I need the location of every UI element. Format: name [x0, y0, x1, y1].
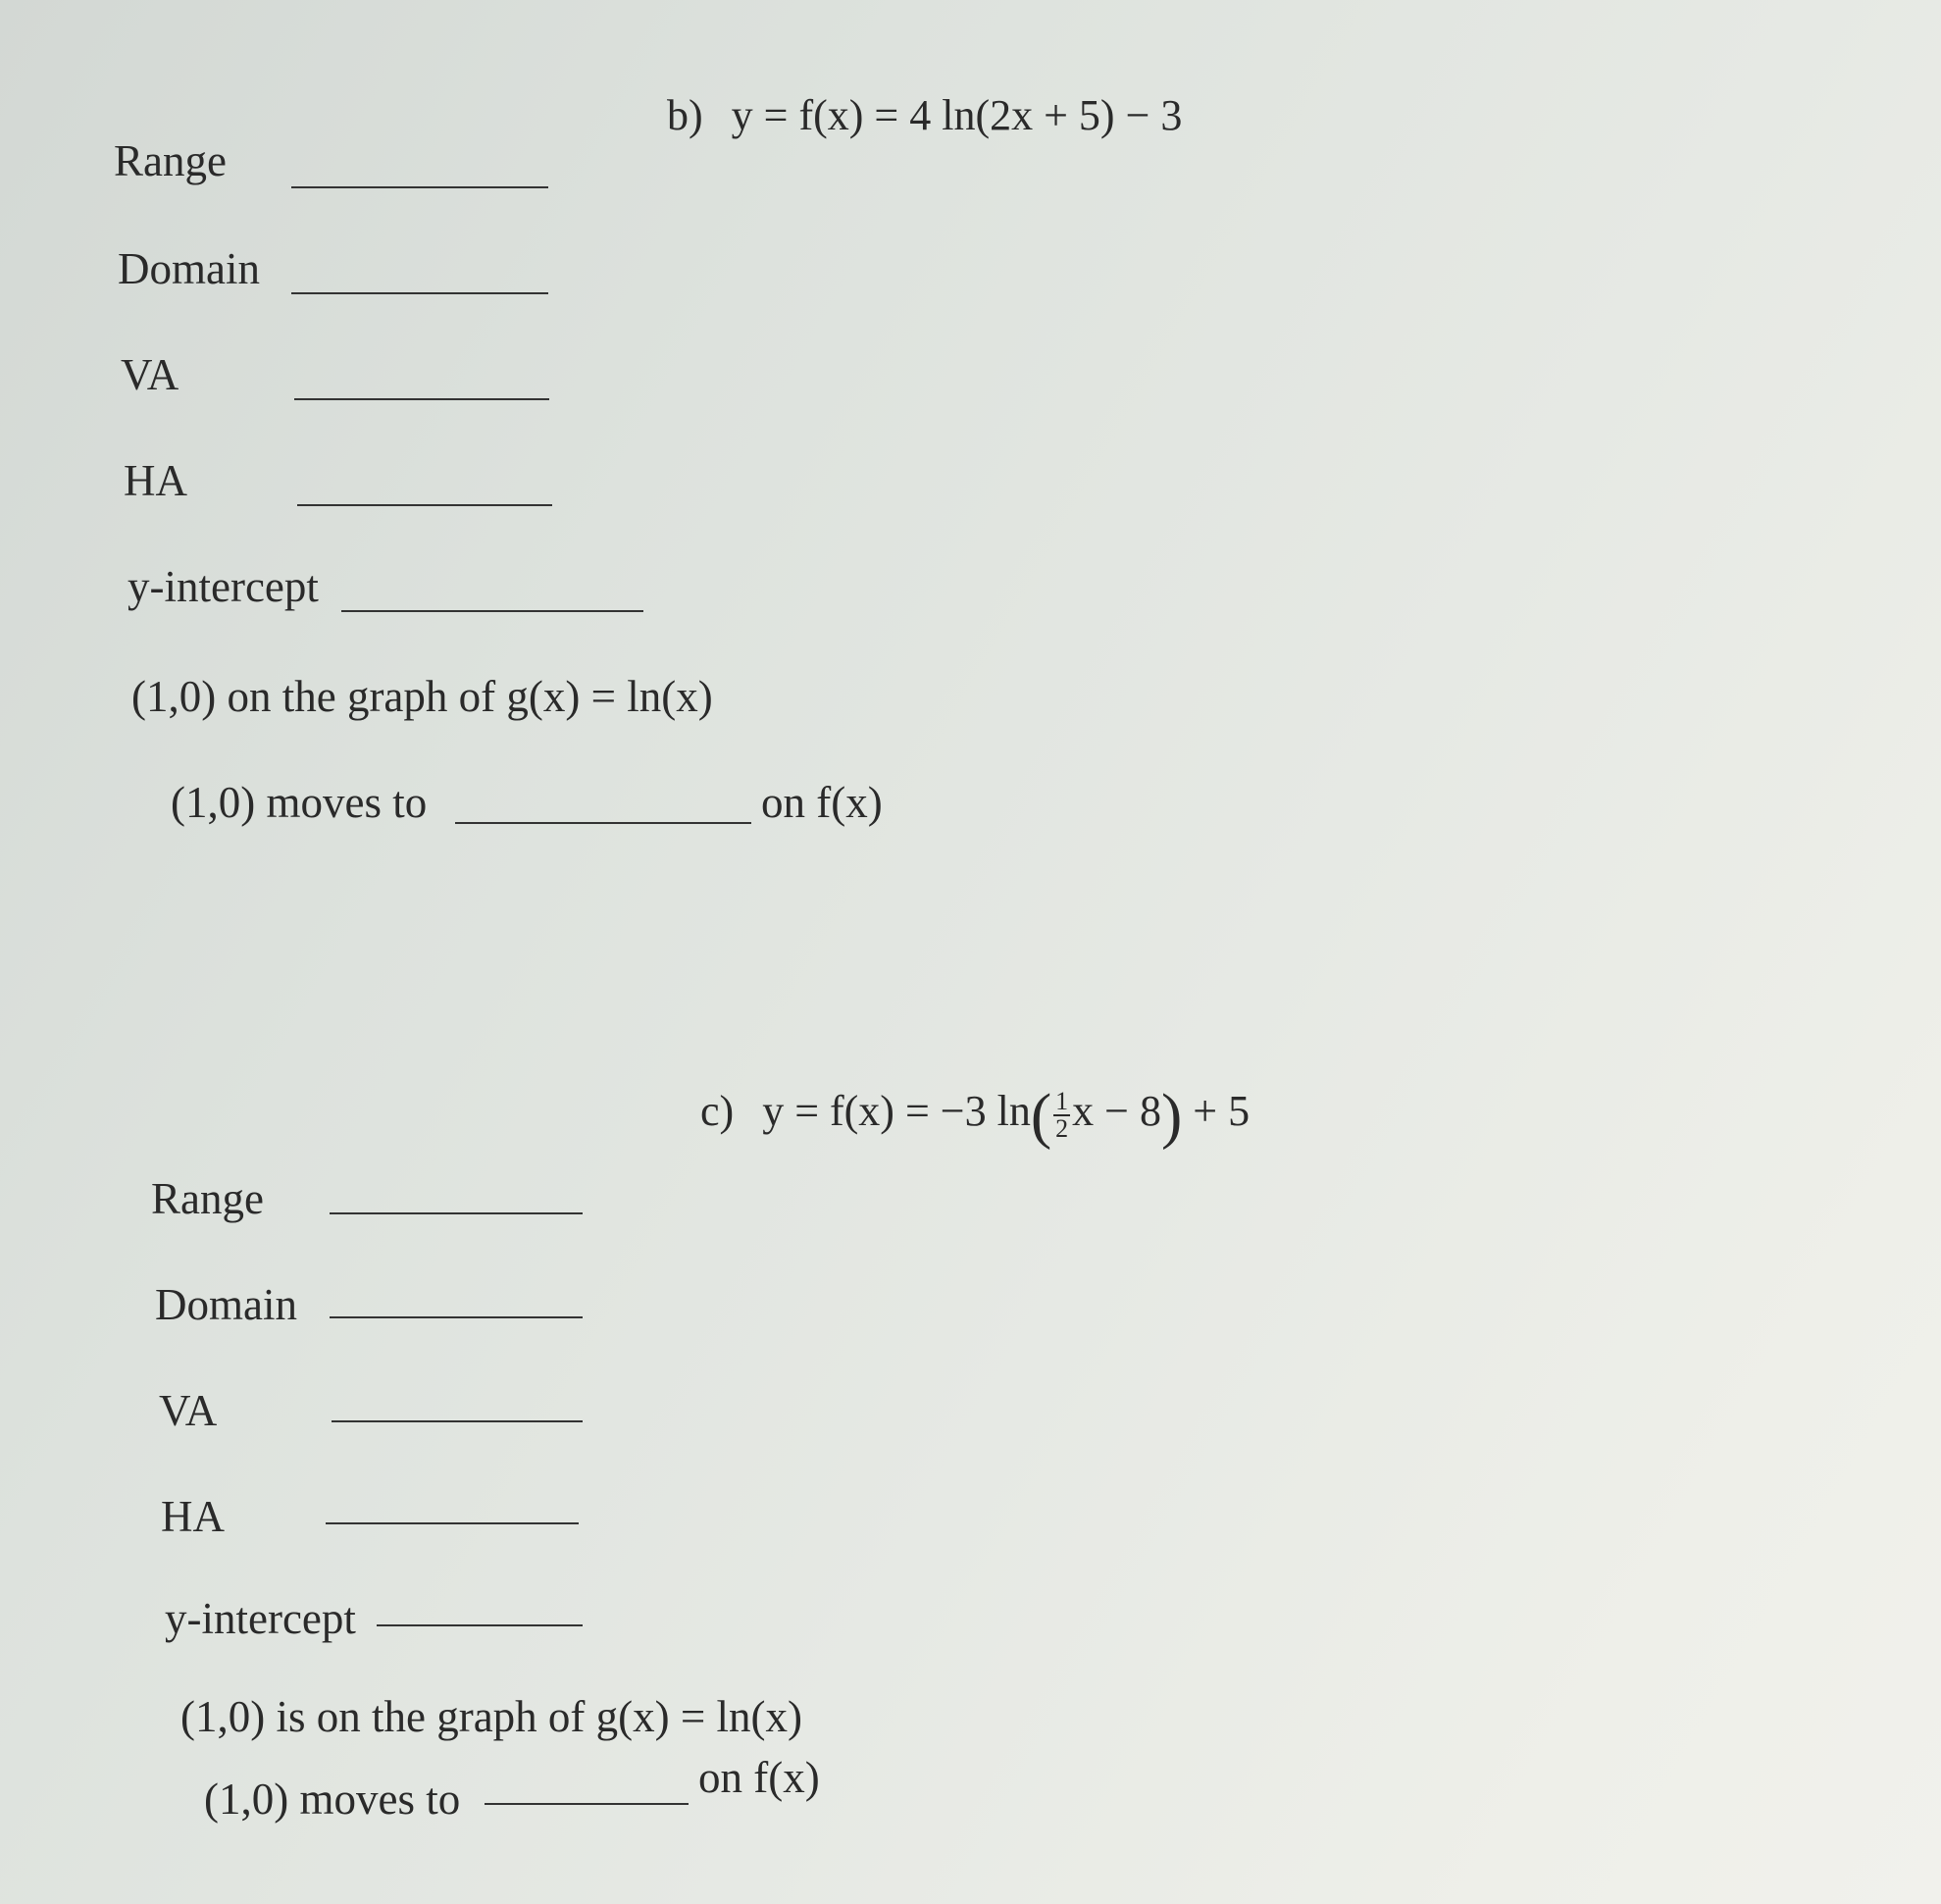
section-c-domain-blank[interactable]	[330, 1316, 583, 1318]
section-b-on-fx: on f(x)	[761, 778, 883, 827]
section-b-moves-to-blank[interactable]	[455, 822, 751, 824]
section-c-ha-blank[interactable]	[326, 1522, 579, 1524]
section-b-domain-label: Domain	[118, 244, 260, 293]
section-c-y-intercept-blank[interactable]	[377, 1624, 583, 1626]
section-b-range-blank[interactable]	[291, 186, 548, 188]
section-b-y-intercept-blank[interactable]	[341, 610, 643, 612]
section-c-va-blank[interactable]	[332, 1420, 583, 1422]
section-c-on-fx: on f(x)	[698, 1753, 820, 1802]
section-b-point-statement: (1,0) on the graph of g(x) = ln(x)	[131, 672, 713, 721]
section-c-open-paren: (	[1030, 1080, 1052, 1151]
section-c-moves-to-blank[interactable]	[485, 1803, 689, 1805]
section-c-range-blank[interactable]	[330, 1212, 583, 1214]
section-c-frac-num: 1	[1055, 1087, 1069, 1115]
section-c-equation-suffix: + 5	[1193, 1087, 1251, 1136]
section-c-va-label: VA	[159, 1386, 218, 1435]
section-c-fraction	[1053, 1089, 1070, 1142]
section-b-label: b)	[667, 91, 703, 139]
section-b-ha-label: HA	[124, 456, 187, 505]
section-c-frac-den: 2	[1055, 1114, 1069, 1143]
section-b-va-blank[interactable]	[294, 398, 549, 400]
section-c-point-statement: (1,0) is on the graph of g(x) = ln(x)	[180, 1692, 802, 1741]
section-b-range-label: Range	[114, 136, 227, 185]
section-b-va-label: VA	[121, 350, 179, 399]
section-c-ha-label: HA	[161, 1492, 225, 1541]
section-c-y-intercept-label: y-intercept	[165, 1594, 356, 1643]
section-b-y-intercept-label: y-intercept	[128, 562, 319, 611]
section-c-close-paren: )	[1160, 1080, 1183, 1151]
section-c-range-label: Range	[151, 1174, 264, 1223]
section-c-moves-to-label: (1,0) moves to	[204, 1775, 461, 1824]
section-c-label: c)	[700, 1087, 735, 1136]
section-c-equation	[700, 1080, 1251, 1151]
section-b-equation	[667, 91, 1183, 139]
section-b-equation-text: y = f(x) = 4 ln(2x + 5) − 3	[731, 91, 1183, 139]
section-b-moves-to-label: (1,0) moves to	[171, 778, 428, 827]
section-c-equation-inner: x − 8	[1072, 1087, 1161, 1136]
section-b-domain-blank[interactable]	[291, 292, 548, 294]
section-b-ha-blank[interactable]	[297, 504, 552, 506]
section-c-equation-prefix: y = f(x) = −3 ln	[762, 1087, 1031, 1136]
section-c-domain-label: Domain	[155, 1280, 297, 1329]
